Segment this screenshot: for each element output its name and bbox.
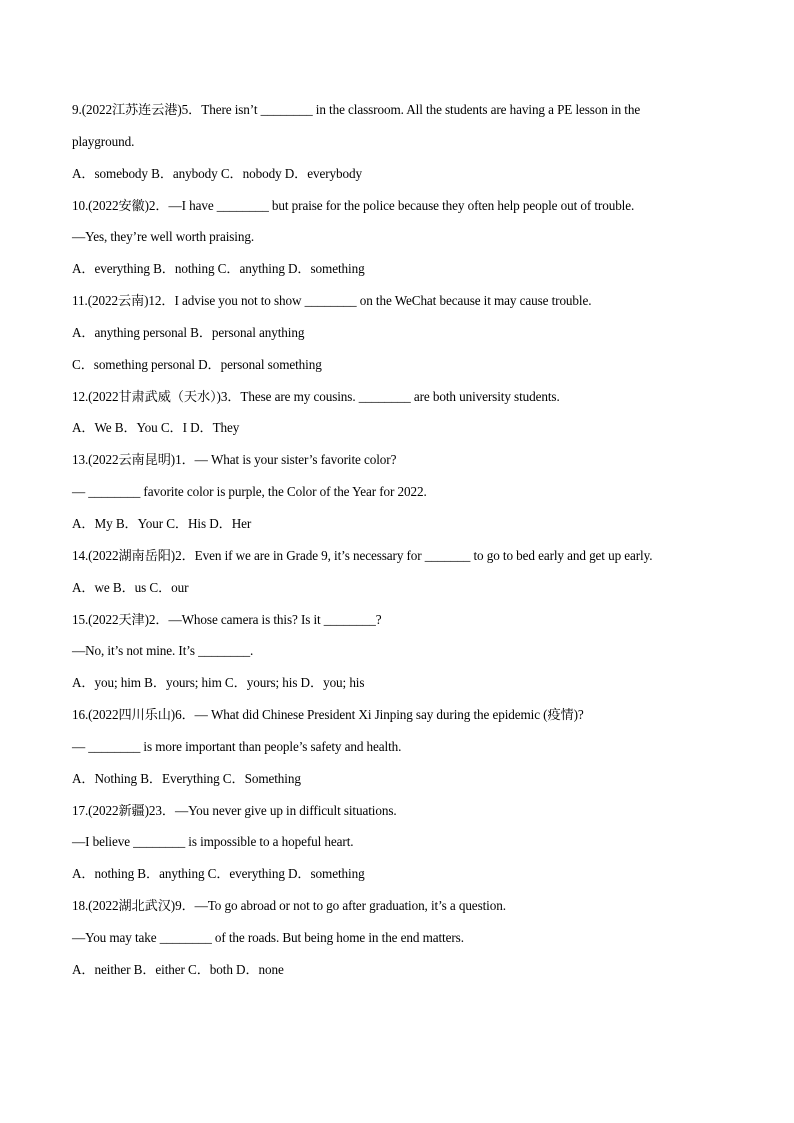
question-17-reply: —I believe ________ is impossible to a hopeful heart. xyxy=(72,834,354,850)
question-18-options: A．neither B．either C．both D．none xyxy=(72,961,284,977)
question-13-stem: 13.(2022云南昆明)1．— What is your sister’s favorite color? xyxy=(72,452,397,468)
question-18-reply: —You may take ________ of the roads. But being home in the end matters. xyxy=(72,929,464,945)
question-17-stem: 17.(2022新疆)23．—You never give up in difficult situations. xyxy=(72,802,397,818)
question-11-stem: 11.(2022云南)12．I advise you not to show ________ on the WeChat because it may cause trouble. xyxy=(72,293,592,309)
question-14-options: A．we B．us C．our xyxy=(72,579,189,595)
question-16-options: A．Nothing B．Everything C．Something xyxy=(72,770,301,786)
question-10-stem: 10.(2022安徽)2．—I have ________ but praise for the police because they often help people out of trouble. xyxy=(72,197,635,213)
question-18-stem: 18.(2022湖北武汉)9．—To go abroad or not to go after graduation, it’s a question. xyxy=(72,898,506,914)
question-15-reply: —No, it’s not mine. It’s ________. xyxy=(72,643,254,659)
question-15-options: A．you; him B．yours; him C．yours; his D．you; his xyxy=(72,675,365,691)
question-11-options-ab: A．anything personal B．personal anything xyxy=(72,324,305,340)
question-17-options: A．nothing B．anything C．everything D．something xyxy=(72,866,365,882)
question-11-options-cd: C．something personal D．personal something xyxy=(72,356,322,372)
question-16-reply: — ________ is more important than people’s safety and health. xyxy=(72,738,402,754)
question-10-reply: —Yes, they’re well worth praising. xyxy=(72,229,255,245)
question-12-stem: 12.(2022甘肃武威（天水）)3．These are my cousins. ________ are both university students. xyxy=(72,388,560,404)
question-14-stem: 14.(2022湖南岳阳)2．Even if we are in Grade 9, it’s necessary for _______ to go to bed early and get up early. xyxy=(72,547,653,563)
question-9-options: A．somebody B．anybody C．nobody D．everybody xyxy=(72,165,363,181)
question-9-stem-cont: playground. xyxy=(72,133,135,149)
question-13-options: A．My B．Your C．His D．Her xyxy=(72,515,252,531)
question-list xyxy=(72,98,722,990)
question-12-options: A．We B．You C．I D．They xyxy=(72,420,240,436)
question-9-stem: 9.(2022江苏连云港)5．There isn’t ________ in the classroom. All the students are having a PE lesson in the xyxy=(72,102,641,117)
question-13-reply: — ________ favorite color is purple, the Color of the Year for 2022. xyxy=(72,484,427,500)
question-10-options: A．everything B．nothing C．anything D．something xyxy=(72,261,365,277)
question-15-stem: 15.(2022天津)2．—Whose camera is this? Is it ________? xyxy=(72,611,382,627)
question-16-stem: 16.(2022四川乐山)6．— What did Chinese President Xi Jinping say during the epidemic (疫情)? xyxy=(72,707,584,723)
